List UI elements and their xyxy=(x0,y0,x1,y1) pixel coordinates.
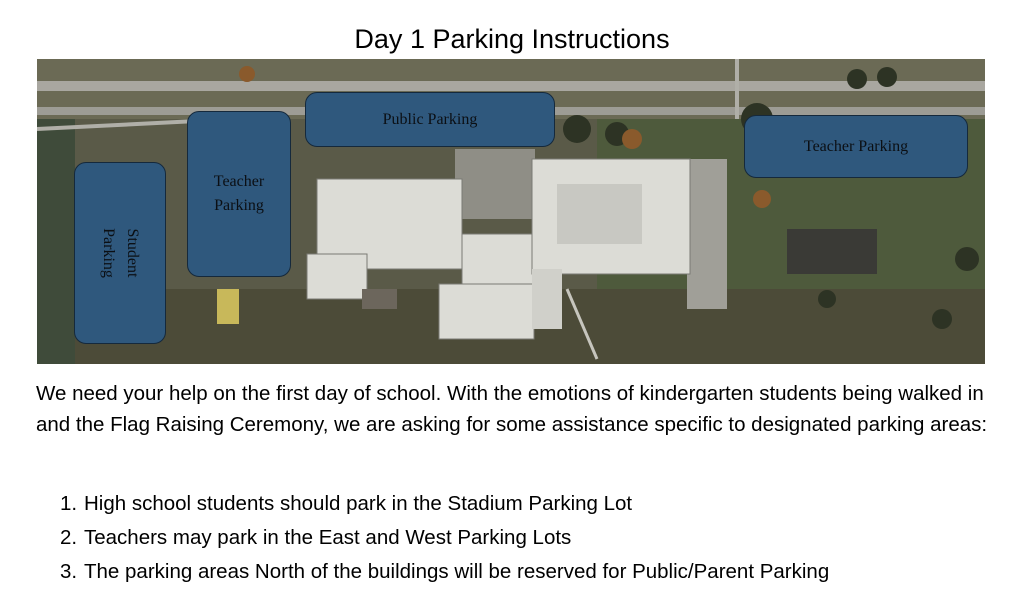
list-number: 3. xyxy=(60,560,78,583)
teacher-parking-east-zone xyxy=(744,115,968,178)
public-parking-zone xyxy=(305,92,555,147)
student-parking-label-line1: Student xyxy=(124,228,141,278)
student-parking-zone xyxy=(74,162,166,344)
teacher-parking-west-label-line2: Parking xyxy=(214,197,264,214)
list-text: Teachers may park in the East and West Parking Lots xyxy=(84,526,572,549)
student-parking-label-line2: Parking xyxy=(100,228,117,278)
aerial-map xyxy=(37,59,985,364)
list-item xyxy=(60,555,829,589)
instruction-list xyxy=(60,487,829,589)
intro-paragraph: We need your help on the first day of school. With the emotions of kindergarten students being walked in and the Flag Raising Ceremony, we are asking for some assistance specific to designated parking areas: xyxy=(36,382,988,436)
page-title: Day 1 Parking Instructions xyxy=(354,24,670,54)
list-text: The parking areas North of the buildings will be reserved for Public/Parent Parking xyxy=(84,560,830,583)
list-number: 2. xyxy=(60,526,78,549)
public-parking-label: Public Parking xyxy=(382,110,478,128)
list-item xyxy=(60,521,829,555)
teacher-parking-west-label-line1: Teacher xyxy=(213,173,265,190)
student-parking-label xyxy=(96,228,144,278)
list-text: High school students should park in the Stadium Parking Lot xyxy=(84,492,633,515)
teacher-parking-west-zone xyxy=(187,111,291,277)
list-item xyxy=(60,487,829,521)
list-number: 1. xyxy=(60,492,78,515)
teacher-parking-east-label: Teacher Parking xyxy=(803,137,909,155)
